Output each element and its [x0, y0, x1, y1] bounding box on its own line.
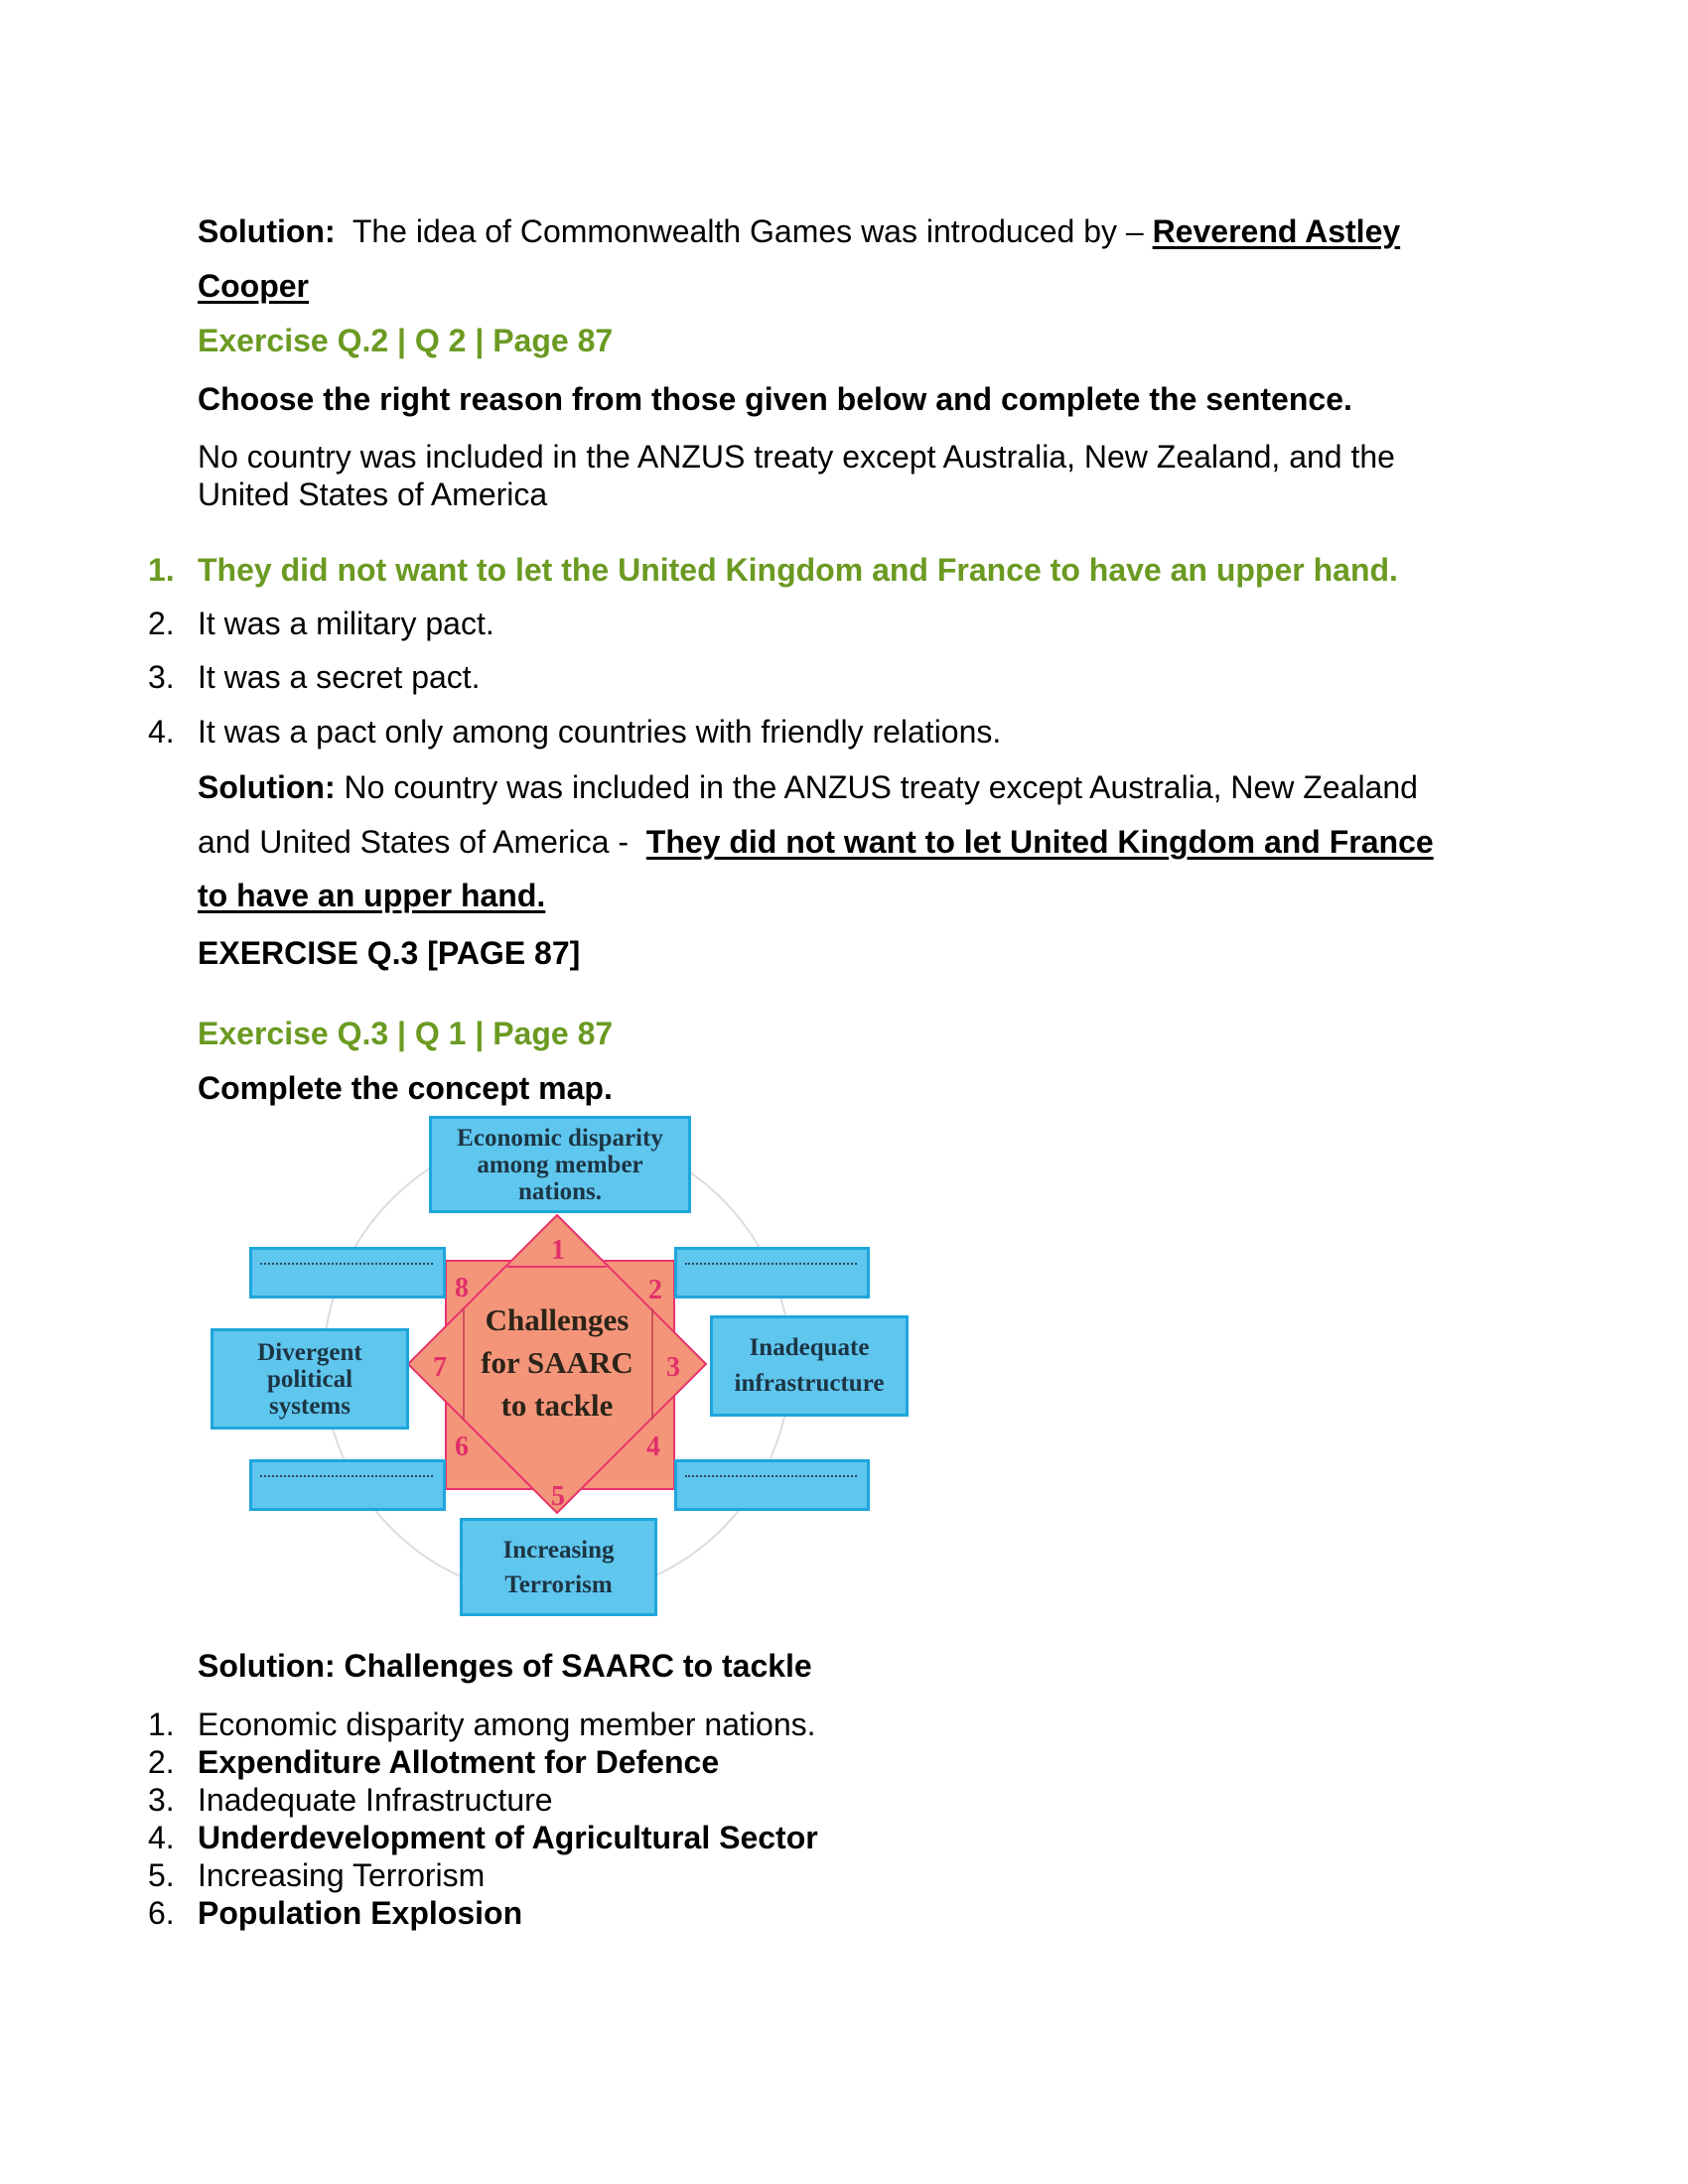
- question-instruction: Choose the right reason from those given below and complete the sentence.: [198, 381, 1352, 417]
- list-item: Inadequate Infrastructure: [198, 1782, 553, 1818]
- segment-number: 4: [646, 1432, 660, 1462]
- option: It was a secret pact.: [198, 659, 481, 695]
- concept-node-top: [429, 1116, 691, 1213]
- concept-node-blank-bottom-right: [674, 1459, 870, 1511]
- segment-number: 1: [551, 1235, 565, 1266]
- segment-number: 3: [666, 1352, 680, 1383]
- segment-number: 8: [455, 1273, 469, 1303]
- solution-text: and United States of America -: [198, 824, 629, 860]
- list-number: 3.: [148, 1782, 175, 1818]
- solution-answer: Reverend Astley: [1152, 213, 1401, 249]
- segment-number: 7: [433, 1352, 447, 1383]
- node-text: Increasing: [502, 1536, 615, 1564]
- solution-text: The idea of Commonwealth Games was introduced by –: [352, 213, 1144, 249]
- q2-solution-line-2: [198, 823, 1434, 861]
- exercise-heading: Exercise Q.2 | Q 2 | Page 87: [198, 323, 614, 358]
- node-text: Inadequate: [749, 1334, 870, 1361]
- concept-center: [458, 1298, 656, 1427]
- node-text: Terrorism: [504, 1570, 613, 1598]
- option-correct: They did not want to let the United Kingdom and France to have an upper hand.: [198, 552, 1398, 588]
- option-number: 3.: [148, 659, 175, 695]
- segment-number: 2: [648, 1275, 662, 1305]
- q2-solution-line: [198, 768, 1418, 806]
- list-item: Underdevelopment of Agricultural Sector: [198, 1820, 818, 1855]
- list-item: Population Explosion: [198, 1895, 523, 1931]
- question-instruction: Complete the concept map.: [198, 1070, 613, 1106]
- node-text: nations.: [517, 1177, 603, 1205]
- center-line: for SAARC: [481, 1345, 633, 1380]
- option: It was a pact only among countries with friendly relations.: [198, 714, 1002, 750]
- option-number: 4.: [148, 714, 175, 750]
- solution-text: No country was included in the ANZUS treaty except Australia, New Zealand: [344, 769, 1418, 805]
- solution-answer-continued: to have an upper hand.: [198, 878, 546, 913]
- question-statement: No country was included in the ANZUS treaty except Australia, New Zealand, and the: [198, 439, 1395, 475]
- node-text: among member: [477, 1151, 643, 1178]
- question-statement-continued: United States of America: [198, 477, 548, 512]
- option-number: 1.: [148, 552, 175, 588]
- center-line: Challenges: [485, 1302, 630, 1337]
- node-text: political: [266, 1365, 353, 1393]
- q1-solution-line: [198, 212, 1400, 250]
- node-text: infrastructure: [734, 1370, 885, 1397]
- node-text: Economic disparity: [457, 1124, 663, 1152]
- list-item: Economic disparity among member nations.: [198, 1706, 816, 1742]
- list-item: Increasing Terrorism: [198, 1857, 486, 1893]
- section-heading: EXERCISE Q.3 [PAGE 87]: [198, 935, 581, 971]
- solution-label: Solution:: [198, 769, 336, 805]
- list-number: 4.: [148, 1820, 175, 1855]
- solution-heading: Solution: Challenges of SAARC to tackle: [198, 1648, 812, 1684]
- solution-label: Solution:: [198, 213, 336, 249]
- concept-node-bottom: [460, 1518, 657, 1616]
- center-line: to tackle: [500, 1388, 614, 1423]
- solution-answer-continued: Cooper: [198, 268, 309, 304]
- list-number: 5.: [148, 1857, 175, 1893]
- segment-number: 6: [455, 1432, 469, 1462]
- list-number: 6.: [148, 1895, 175, 1931]
- solution-answer: They did not want to let United Kingdom and France: [645, 824, 1434, 860]
- node-text: Divergent: [257, 1338, 362, 1366]
- option: It was a military pact.: [198, 606, 494, 641]
- list-number: 1.: [148, 1706, 175, 1742]
- concept-node-blank-top-left: [249, 1247, 446, 1298]
- concept-node-blank-top-right: [674, 1247, 870, 1298]
- concept-map: [204, 1110, 918, 1626]
- concept-node-right: [710, 1315, 909, 1417]
- segment-number: 5: [551, 1481, 565, 1512]
- concept-node-left: [211, 1328, 409, 1430]
- list-item: Expenditure Allotment for Defence: [198, 1744, 720, 1780]
- node-text: systems: [269, 1392, 351, 1420]
- list-number: 2.: [148, 1744, 175, 1780]
- concept-node-blank-bottom-left: [249, 1459, 446, 1511]
- exercise-heading: Exercise Q.3 | Q 1 | Page 87: [198, 1016, 614, 1051]
- option-number: 2.: [148, 606, 175, 641]
